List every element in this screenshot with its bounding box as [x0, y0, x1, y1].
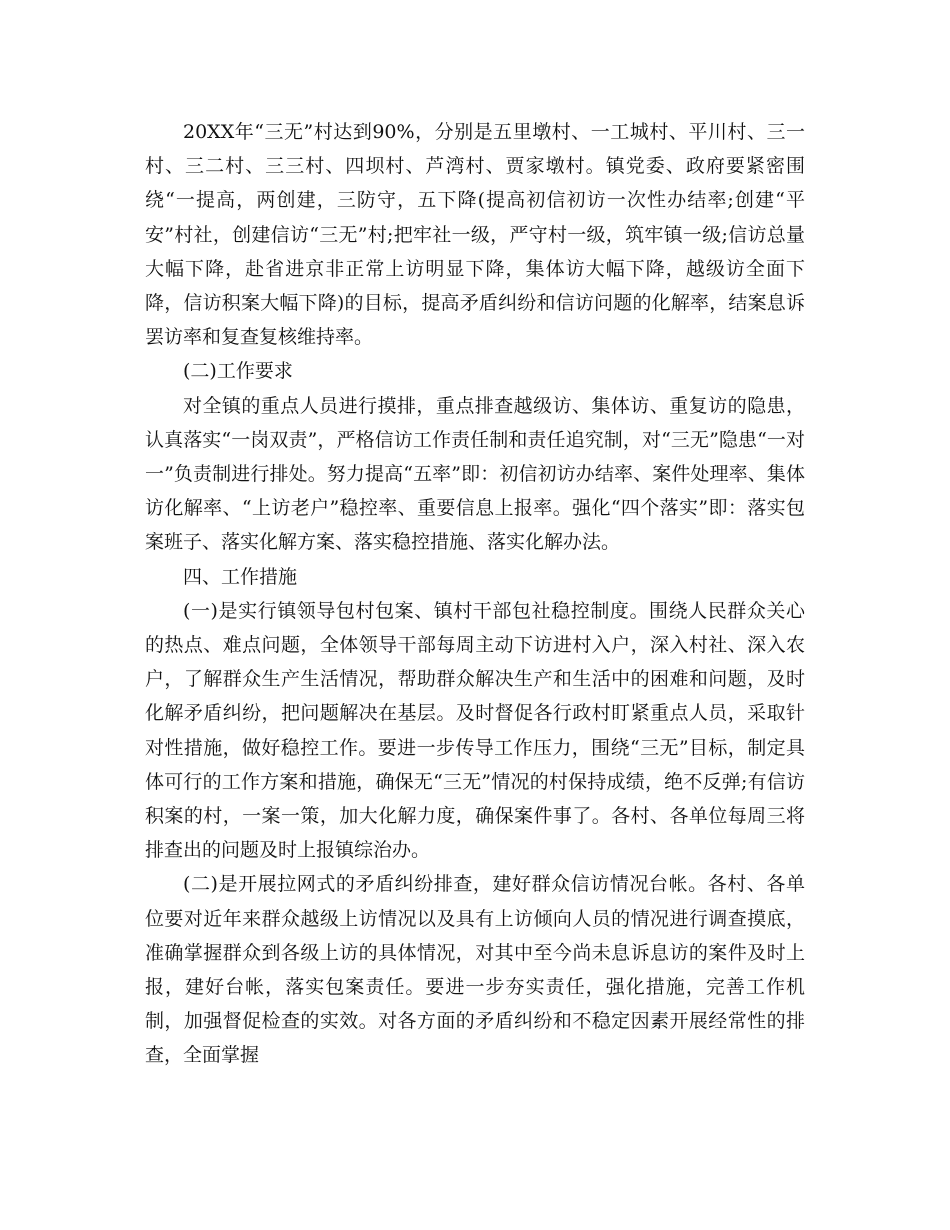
paragraph-measure-one: (一)是实行镇领导包村包案、镇村干部包社稳控制度。围绕人民群众关心的热点、难点问题，全体领导干部每周主动下访进村入户，深入村社、深入农户，了解群众生产生活情况，帮助群众解决生产和生活中的困难和问题，及时化解矛盾纠纷，把问题解决在基层。及时督促各行政村盯紧重点人员，采取针对性措施，做好稳控工作。要进一步传导工作压力，围绕“三无”目标，制定具体可行的工作方案和措施，确保无“三无”情况的村保持成绩，绝不反弹;有信访积案的村，一案一策，加大化解力度，确保案件事了。各村、各单位每周三将排查出的问题及时上报镇综治办。: [145, 599, 805, 862]
paragraph-work-requirements: 对全镇的重点人员进行摸排，重点排查越级访、集体访、重复访的隐患，认真落实“一岗双责”，严格信访工作责任制和责任追究制，对“三无”隐患“一对一”负责制进行排处。努力提高“五率”即：初信初访办结率、案件处理率、集体访化解率、“上访老户”稳控率、重要信息上报率。强化“四个落实”即：落实包案班子、落实化解方案、落实稳控措施、落实化解办法。: [145, 394, 805, 554]
paragraph-three-none-villages: 20XX年“三无”村达到90%，分别是五里墩村、一工城村、平川村、三一村、三二村、三三村、四坝村、芦湾村、贾家墩村。镇党委、政府要紧密围绕“一提高，两创建，三防守，五下降(提高初信初访一次性办结率;创建“平安”村社，创建信访“三无”村;把牢社一级，严守村一级，筑牢镇一级;信访总量大幅下降，赴省进京非正常上访明显下降，集体访大幅下降，越级访全面下降，信访积案大幅下降)的目标，提高矛盾纠纷和信访问题的化解率，结案息诉罢访率和复查复核维持率。: [145, 121, 805, 349]
document-body: [145, 115, 805, 1073]
heading-work-measures: 四、工作措施: [183, 565, 298, 588]
heading-work-requirements: (二)工作要求: [183, 360, 293, 383]
paragraph-measure-two: (二)是开展拉网式的矛盾纠纷排查，建好群众信访情况台帐。各村、各单位要对近年来群众越级上访情况以及具有上访倾向人员的情况进行调查摸底，准确掌握群众到各级上访的具体情况，对其中至今尚未息诉息访的案件及时上报，建好台帐，落实包案责任。要进一步夯实责任，强化措施，完善工作机制，加强督促检查的实效。对各方面的矛盾纠纷和不稳定因素开展经常性的排查，全面掌握: [145, 873, 805, 1067]
